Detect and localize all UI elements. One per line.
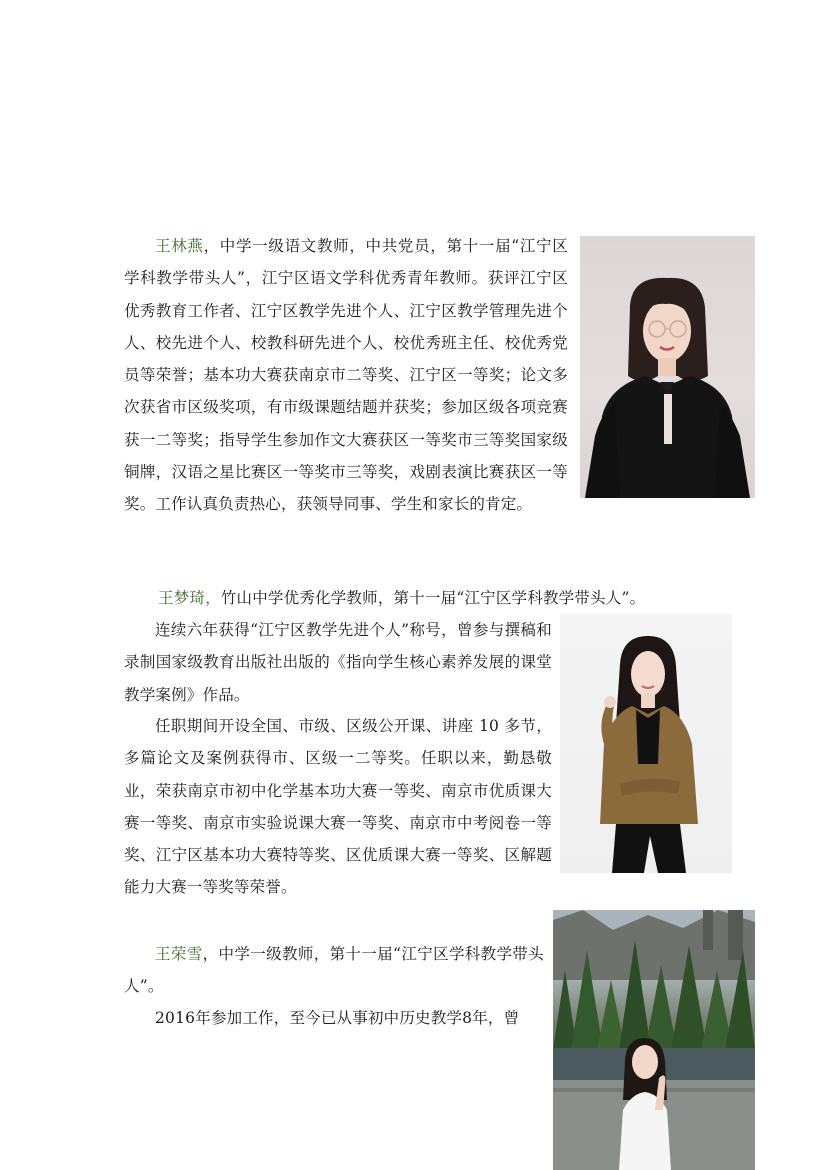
profile-1-paragraph <box>124 230 568 521</box>
profile-2-name: 王梦琦， <box>158 589 221 607</box>
profile-3-paragraph <box>124 938 544 1003</box>
profile-2-intro <box>158 582 688 614</box>
profile-2-intro-text: 竹山中学优秀化学教师，第十一届“江宁区学科教学带头人”。 <box>220 589 646 607</box>
profile-2-photo <box>560 614 732 873</box>
profile-1-photo <box>580 236 755 498</box>
portrait-image <box>580 236 755 498</box>
profile-3-name: 王荣雪 <box>155 945 203 963</box>
profile-3-text: ，中学一级教师，第十一届“江宁区学科教学带头人”。 <box>124 945 544 996</box>
profile-2-paragraph-2: 连续六年获得“江宁区教学先进个人”称号，曾参与撰稿和录制国家级教育出版社出版的《指向学生核心素养发展的课堂教学案例》作品。 <box>124 621 552 704</box>
landscape-portrait-image <box>553 910 755 1170</box>
profile-1-name: 王林燕 <box>155 237 204 255</box>
profile-3-photo <box>553 910 755 1170</box>
profile-2-paragraph-3: 任职期间开设全国、市级、区级公开课、讲座 10 多节，多篇论文及案例获得市、区级一二等奖。任职以来，勤恳敬业，荣获南京市初中化学基本功大赛一等奖、南京市优质课大赛一等奖、南京市实验说课大赛一等奖、南京市中考阅卷一等奖、江宁区基本功大赛特等奖、区优质课大赛一等奖、区解题能力大赛一等奖等荣誉。 <box>124 717 552 897</box>
profile-1-text: ，中学一级语文教师，中共党员，第十一届“江宁区学科教学带头人”，江宁区语文学科优秀青年教师。获评江宁区优秀教育工作者、江宁区教学先进个人、江宁区教学管理先进个人、校先进个人、校教科研先进个人、校优秀班主任、校优秀党员等荣誉；基本功大赛获南京市二等奖、江宁区一等奖；论文多次获省市区级奖项，有市级课题结题并获奖；参加区级各项竞赛获一二等奖；指导学生参加作文大赛获区一等奖市三等奖国家级铜牌，汉语之星比赛区一等奖市三等奖，戏剧表演比赛获区一等奖。工作认真负责热心，获领导同事、学生和家长的肯定。 <box>124 237 568 514</box>
portrait-image <box>560 614 732 873</box>
profile-3-paragraph-2: 2016年参加工作，至今已从事初中历史教学8年，曾 <box>155 1009 520 1027</box>
